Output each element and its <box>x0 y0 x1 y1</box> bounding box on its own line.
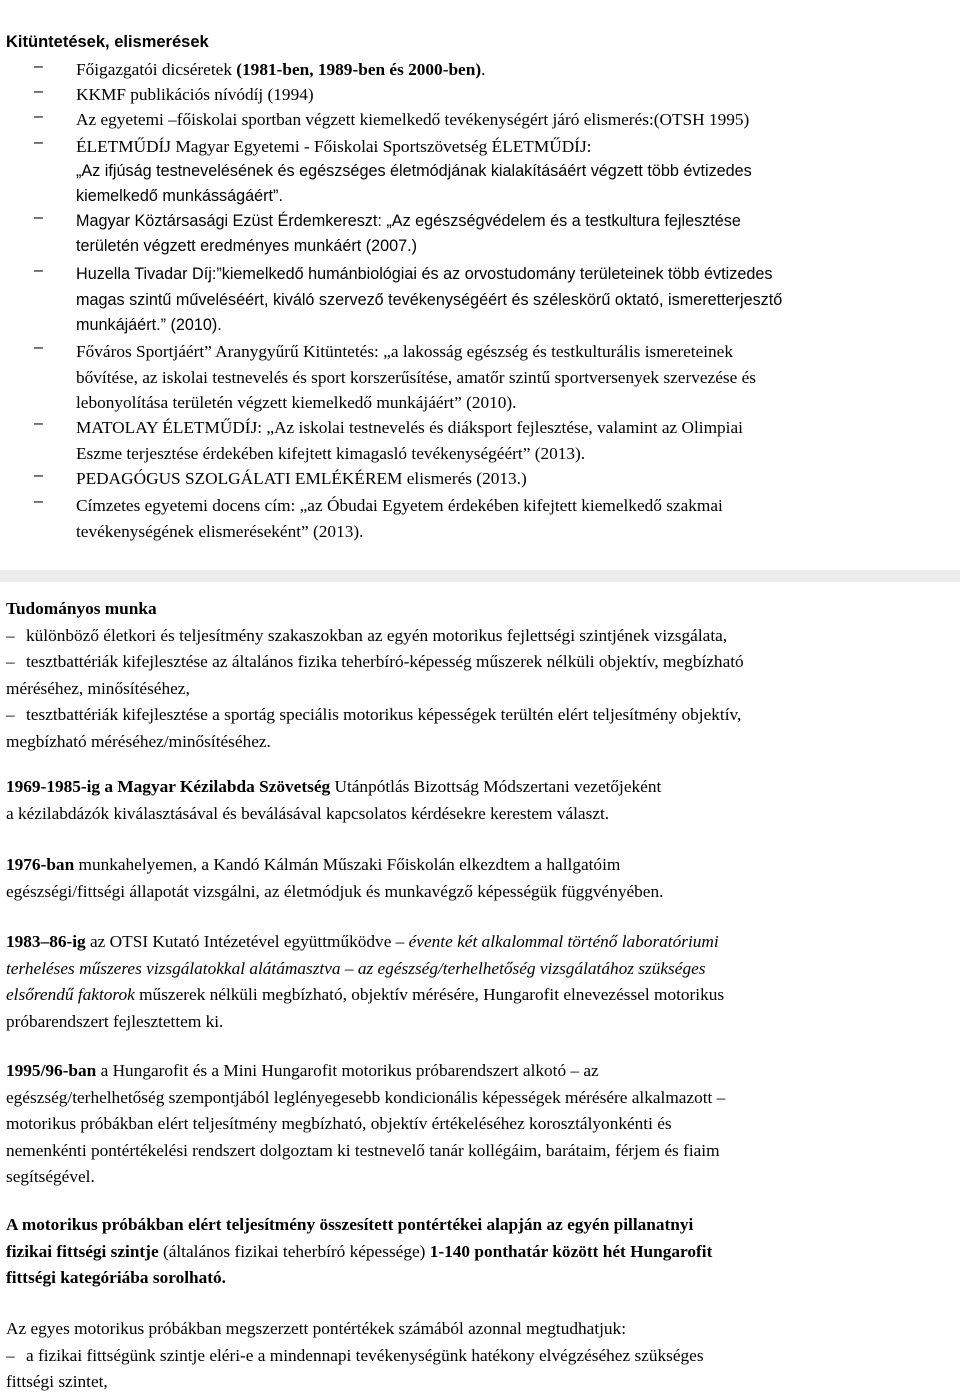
dash-bullet: – <box>34 209 43 226</box>
dash-bullet: – <box>34 134 43 151</box>
dash-bullet: – <box>34 467 43 484</box>
dash-bullet: – <box>34 58 43 75</box>
dash-bullet: – <box>34 83 43 100</box>
science-heading: Tudományos munka <box>6 599 157 618</box>
dash-bullet: – <box>34 108 43 125</box>
paragraph-points: Az egyes motorikus próbákban megszerzett pontértékek számából azonnal megtudhatjuk: – a fizikai fittségünk szintje eléri-e a mindennapi tevékenységünk hatékony elvégzéséhez szükséges fittségi szintet, <box>6 1319 704 1391</box>
paragraph-1995: 1995/96-ban a Hungarofit és a Mini Hungarofit motorikus próbarendszert alkotó – az egészség/terhelhetőség szempontjából leglényegesebb kondicionális képességek mérésére alkalmazott – motorikus próbákban elért teljesítmény megbízható, objektív értékeléséhez korosztályonkénti és nemenkénti pontértékelési rendszert dolgoztam ki testnevelő tanár kollégáim, barátaim, férjem és fiaim segítségével. <box>6 1061 726 1186</box>
paragraph-motoric: A motorikus próbákban elért teljesítmény összesített pontértékei alapján az egyén pillanatnyi fizikai fittségi szintje (általános fizikai teherbíró képessége) 1-140 ponthatár között hét Hungarofit fittségi kategóriába sorolható. <box>6 1215 713 1287</box>
science-section: Tudományos munka – különböző életkori és teljesítmény szakaszokban az egyén motorikus fejlettségi szintjének vizsgálata, – tesztbattériák kifejlesztése az általános fizika teherbíró-képesség műszerek nélküli objektív, megbízható méréséhez, minősítéséhez, – tesztbattériák kifejlesztése a sportág speciális motorikus képességek terültén elért teljesítmény objektív, megbízható méréséhez/minősítéséhez. <box>6 596 952 755</box>
paragraph-1983: 1983–86-ig az OTSI Kutató Intézetével együttműködve – évente két alkalommal történő laboratóriumi terheléses műszeres vizsgálatokkal alátámasztva – az egészség/terhelhetőség vizsgálatához szükséges elsőrendű faktorok műszerek nélküli megbízható, objektív mérésére, Hungarofit elnevezéssel motorikus próbarendszert fejlesztettem ki. <box>6 932 725 1031</box>
dash-bullet: – <box>34 493 43 510</box>
section-separator <box>0 570 960 582</box>
paragraph-1969: 1969-1985-ig a Magyar Kézilabda Szövetség Utánpótlás Bizottság Módszertani vezetőjeként a kézilabdázók kiválasztásával és beválásával kapcsolatos kérdésekre kerestem választ. <box>6 777 662 823</box>
awards-heading: Kitüntetések, elismerések <box>6 33 209 51</box>
dash-bullet: – <box>34 415 43 432</box>
dash-bullet: – <box>34 262 43 279</box>
document-page: Kitüntetések, elismerések – Főigazgatói dicséretek (1981-ben, 1989-ben és 2000-ben). – KKMF publikációs nívódíj (1994) – Az egyetemi –főiskolai sportban végzett kiemelkedő tevékenységért járó elismerés:(OTSH 1995) – ÉLETMŰDÍJ Magyar Egyetemi - Főiskolai Sportszövetség ÉLETMŰDÍJ: „Az ifjúság testnevelésének és egészséges életmódjának kialakításáért végzett több évtizedes kiemelkedő munkásságáért”. – Magyar Köztársasági Ezüst Érdemkereszt: „Az egészségvédelem és a testkultura fejlesztése területén végzett eredményes munkáért (2007.) – Huzella Tivadar Díj:”kiemelkedő humánbiológiai és az orvostudomány területeinek több évtizedes magas szintű műveléséért, kiváló szervező tevékenységéért és széleskörű oktató, ismeretterjesztő munkájáért.” (2010). – Főváros Sportjáért” Aranygyűrű Kitüntetés: „a lakosság egészség és testkulturális ismereteinek bővítése, az iskolai testnevelés és sport korszerűsítése, amatőr szintű sportversenyek szervezése és lebonyolítása területén végzett kiemelkedő munkájáért” (2010). – MATOLAY ÉLETMŰDÍJ: „Az iskolai testnevelés és diáksport fejlesztése, valamint az Olimpiai Eszme terjesztése érdekében kifejtett kimagasló tevékenységéért” (2013). – PEDAGÓGUS SZOLGÁLATI EMLÉKÉREM elismerés (2013.) – Címzetes egyetemi docens cím: „az Óbudai Egyetem érdekében kifejtett kiemelkedő szakmai tevékenységének elismeréseként” (2013). Tudományos munka – különböző életkori és teljesítmény szakaszokban az egyén motorikus fejlettségi szintjének vizsgálata, – tesztbattériák kifejlesztése az általános fizika teherbíró-képesség műszerek nélküli objektív, megbízható méréséhez, minősítéséhez, – tesztbattériák kifejlesztése a sportág speciális motorikus képességek terültén elért teljesítmény objektív, megbízható méréséhez/minősítéséhez. 1969-1985-ig a Magyar Kézilabda Szövetség Utánpótlás Bizottság Módszertani vezetőjeként a kézilabdázók kiválasztásával és beválásával kapcsolatos kérdésekre kerestem választ. 1976-ban munkahelyemen, a Kandó Kálmán Műszaki Főiskolán elkezdtem a hallgatóim egészségi/fittségi állapotát vizsgálni, az életmódjuk és munkavégző képességük függvényében. 1983–86-ig az OTSI Kutató Intézetével együttműködve – évente két alkalommal történő laboratóriumi terheléses műszeres vizsgálatokkal alátámasztva – az egészség/terhelhetőség vizsgálatához szükséges elsőrendű faktorok műszerek nélküli megbízható, objektív mérésére, Hungarofit elnevezéssel motorikus próbarendszert fejlesztettem ki. 1995/96-ban a Hungarofit és a Mini Hungarofit motorikus próbarendszert alkotó – az egészség/terhelhetőség szempontjából leglényegesebb kondicionális képességek mérésére alkalmazott – motorikus próbákban elért teljesítmény megbízható, objektív értékeléséhez korosztályonkénti és nemenkénti pontértékelési rendszert dolgoztam ki testnevelő tanár kollégáim, barátaim, férjem és fiaim segítségével. A motorikus próbákban elért teljesítmény összesített pontértékei alapján az egyén pillanatnyi fizikai fittségi szintje (általános fizikai teherbíró képessége) 1-140 ponthatár között hét Hungarofit fittségi kategóriába sorolható. Az egyes motorikus próbákban megszerzett pontértékek számából azonnal megtudhatjuk: – a fizikai fittségünk szintje eléri-e a mindennapi tevékenységünk hatékony elvégzéséhez szükséges fittségi szintet, <box>0 0 960 1393</box>
dash-bullet: – <box>34 339 43 356</box>
paragraph-1976: 1976-ban munkahelyemen, a Kandó Kálmán Műszaki Főiskolán elkezdtem a hallgatóim egészségi/fittségi állapotát vizsgálni, az életmódjuk és munkavégző képességük függvényében. <box>6 855 664 901</box>
